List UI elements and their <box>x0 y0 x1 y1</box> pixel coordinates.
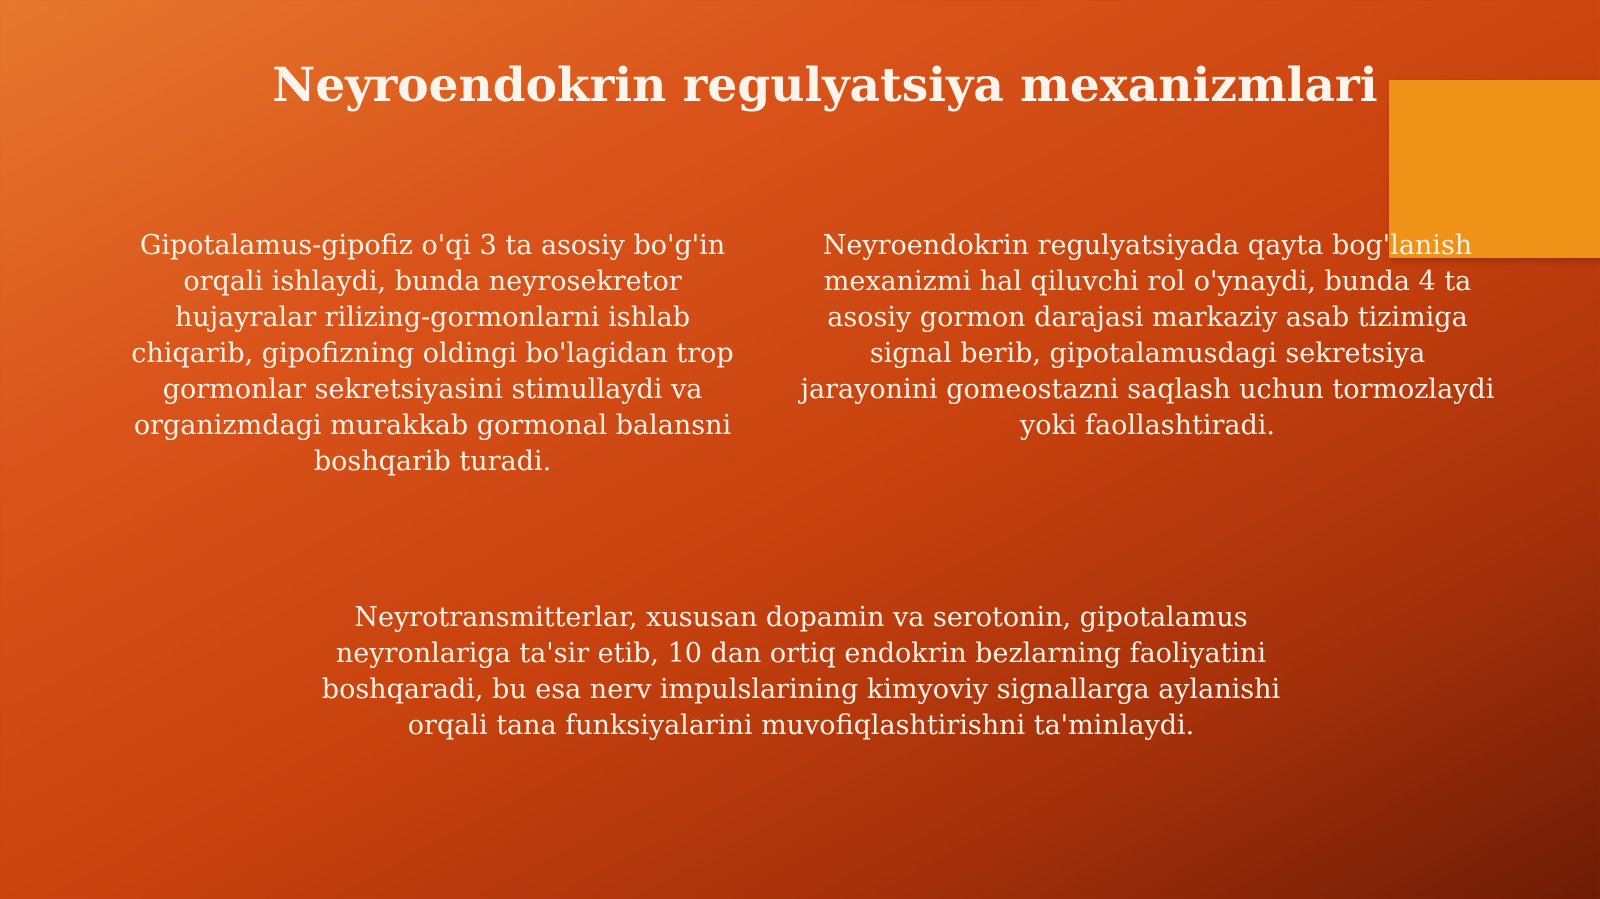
slide-title: Neyroendokrin regulyatsiya mexanizmlari <box>272 58 1378 113</box>
paragraph-right: Neyroendokrin regulyatsiyada qayta bog'lanish mexanizmi hal qiluvchi rol o'ynaydi, bunda 4 ta asosiy gormon darajasi markaziy asab tizimiga signal berib, gipotalamusdagi sekretsiya jarayonini gomeostazni saqlash uchun tormozlaydi yoki faollashtiradi. <box>800 230 1495 441</box>
paragraph-bottom: Neyrotransmitterlar, xususan dopamin va serotonin, gipotalamus neyronlariga ta'sir etib, 10 dan ortiq endokrin bezlarning faoliyatini boshqaradi, bu esa nerv impulslarining kimyoviy signallarga aylanishi orqali tana funksiyalarini muvofiqlashtirishni ta'minlaydi. <box>321 602 1281 741</box>
paragraph-left: Gipotalamus-gipofiz o'qi 3 ta asosiy bo'g'in orqali ishlaydi, bunda neyrosekretor hujayralar rilizing-gormonlarni ishlab chiqarib, gipofizning oldingi bo'lagidan trop gormonlar sekretsiyasini stimullaydi va organizmdagi murakkab gormonal balansni boshqarib turadi. <box>131 230 734 477</box>
